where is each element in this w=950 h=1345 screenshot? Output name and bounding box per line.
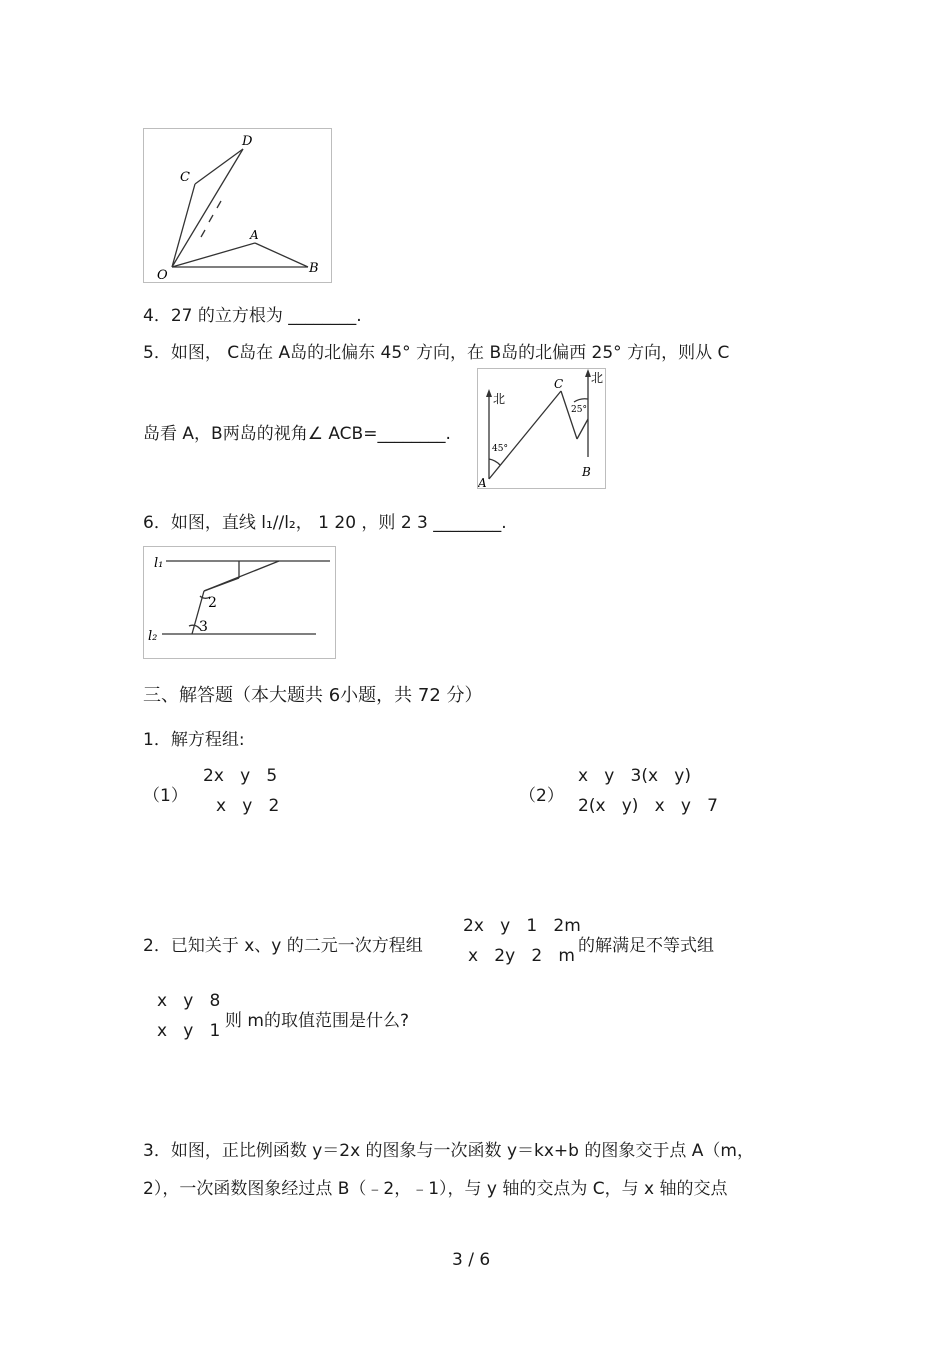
figure-islands [477, 368, 606, 489]
problem-1-part1-label: （1） [143, 786, 188, 806]
north-label-right: 北 [591, 371, 604, 385]
label-d: D [242, 134, 253, 149]
section-heading: 三、解答题（本大题共 6小题，共 72 分） [143, 685, 483, 706]
label-l1: l₁ [154, 556, 164, 571]
north-label-left: 北 [493, 392, 506, 406]
angle-25-label: 25° [571, 405, 587, 415]
question-4: 4．27 的立方根为 ________. [143, 306, 362, 326]
problem-2-suffix: 的解满足不等式组 [578, 936, 714, 956]
equation: x y 2 [216, 796, 280, 816]
angle-3-label: 3 [199, 619, 208, 635]
label-o: O [157, 268, 168, 282]
label-c: C [554, 377, 564, 391]
equation: x y 3(x y) [578, 766, 691, 786]
label-l2: l₂ [148, 629, 158, 644]
page-number: 3 / 6 [452, 1250, 491, 1270]
inequality: x y 8 [157, 991, 221, 1011]
problem-2-question: 则 m的取值范围是什么? [225, 1011, 409, 1031]
label-a: A [478, 476, 487, 488]
problem-2-prefix: 2．已知关于 x、y 的二元一次方程组 [143, 936, 423, 956]
question-6: 6．如图，直线 l₁//l₂， 1 20 ，则 2 3 ________. [143, 513, 507, 533]
label-a: A [250, 228, 259, 242]
problem-1-part2-label: （2） [519, 786, 564, 806]
equation: 2x y 1 2m [463, 916, 581, 936]
question-5-line1: 5．如图， C岛在 A岛的北偏东 45° 方向，在 B岛的北偏西 25° 方向，则从 C [143, 343, 730, 363]
problem-3-line1: 3．如图，正比例函数 y＝2x 的图象与一次函数 y＝kx+b 的图象交于点 A（m， [143, 1141, 754, 1161]
equation: 2x y 5 [203, 766, 278, 786]
question-5-line2: 岛看 A，B两岛的视角∠ ACB=________. [143, 424, 451, 444]
equation: 2(x y) x y 7 [578, 796, 718, 816]
angle-45-label: 45° [492, 444, 508, 454]
label-b: B [582, 465, 591, 479]
problem-3-line2: 2），一次函数图象经过点 B（﹣2，﹣1），与 y 轴的交点为 C，与 x 轴的交点 [143, 1179, 728, 1199]
label-c: C [180, 170, 190, 185]
label-b: B [309, 261, 319, 276]
problem-1-intro: 1．解方程组: [143, 730, 245, 750]
equation: x 2y 2 m [468, 946, 575, 966]
figure-odabc [143, 128, 332, 283]
angle-2-label: 2 [208, 595, 217, 611]
figure-parallel-lines [143, 546, 336, 659]
inequality: x y 1 [157, 1021, 221, 1041]
